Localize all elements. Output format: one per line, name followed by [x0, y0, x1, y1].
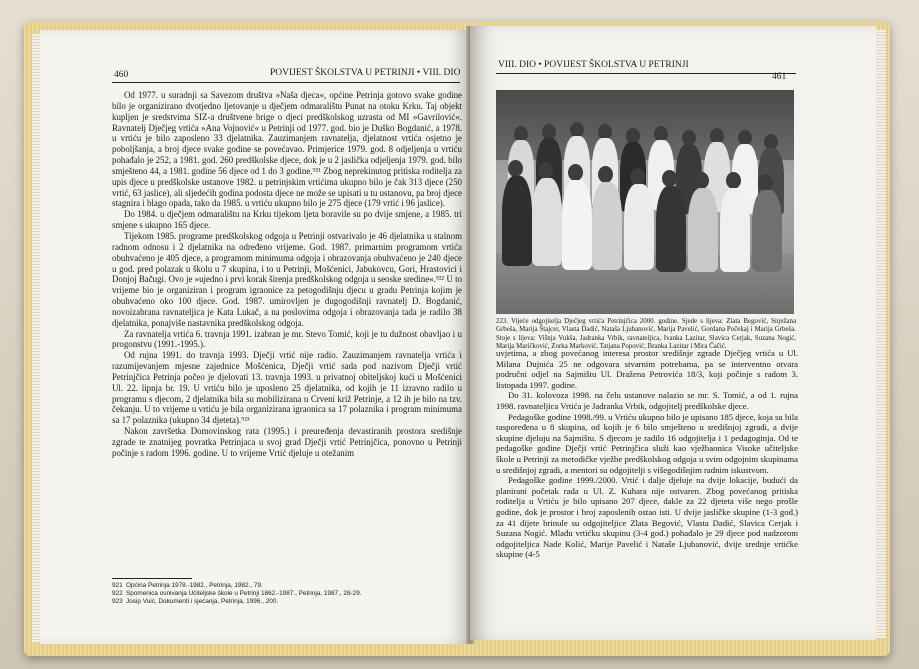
left-header-rule — [112, 82, 460, 83]
paragraph: Za ravnatelja vrtića 6. travnja 1991. izabran je mr. Stevo Tomić, koji je tu dužnost obavljao i u progonstvu (1991.-1995.). — [112, 328, 462, 350]
photo-caption: 223. Vijeće odgojitelja Dječjeg vrtića Petrinjčica 2000. godine. Sjede s lijeva: Zlata Begović, Snježana Grbeša, Marija Štajcer, Vlasta Dadić, Nataša Ljubanović, Marija Pavelić, Gordana Počekaj i Marija Grbeša. Stoje s lijeva: Višnja Vukša, Jadranka Vrbik, ravnateljica, Ivanka Lazitar, Slavica Cerjak, Suzana Nogić, Marija Maričković, Zorka Marković, Tatjana Popović, Branka Lazitar i Mira Čačić. — [496, 318, 796, 350]
footnote: 923 Josip Vuić, Dokumenti i sjećanja, Petrinja, 1996., 200. — [112, 598, 279, 606]
footnote: 921 Općina Petrinja 1978.-1982., Petrinja, 1982., 79. — [112, 582, 263, 589]
footnote: 922 Spomenica osnivanja Učiteljske škole u Petrinji 1862.-1987., Petrinja, 1987., 28-29. — [112, 590, 362, 598]
right-page — [470, 26, 876, 640]
left-body-text — [112, 90, 462, 459]
paragraph: Do 1984. u dječjem odmaralištu na Krku tijekom ljeta boravile su po dvije smjene, a 1985. tri smjene s ukupno 165 djece. — [112, 209, 462, 231]
paragraph: Do 31. kolovoza 1998. na čelu ustanove nalazio se mr. S. Tomić, a od 1. rujna 1998. ravnateljica Vrtića je Jadranka Vrbik, odgojitelj predškolske djece. — [496, 390, 798, 411]
paragraph: Tijekom 1985. programe predškolskog odgoja u Petrinji ostvarivalo je 46 djelatnika u stalnom radnom odnosu i 2 djelatnika na određeno vrijeme. God. 1987. primarnim programom vrtića obuhvaćeno je 405 djece, a programom minimuma odgoja i obrazovanja obuhvaćeno je 240 djece u god. pred polazak u školu u 7 skupina, i to u Petrinji, Mošćenici, Jabukovcu, Gori, Hrastovici i Donjoj Bačugi. Ovo je »ujedno i prvi korak širenja predškolskog odgoja u seoske sredine«.⁹²² U to vrijeme bio je organiziran i program igraonice za petogodišnju djecu u gradu Petrinja kojim je obuhvaćeno oko 100 djece. God. 1987. umirovljen je dugogodišnji ravnatelj D. Bogdanić, novoizabrana ravnateljica je Kata Lukač, a na poslovima odgoja i obrazovanja tada je radilo 38 djelatnika, ponajviše nastavnika predškolskog odgoja. — [112, 230, 462, 328]
right-body-text — [496, 348, 798, 560]
paragraph: Pedagoške godine 1998./99. u Vrtiću ukupno bilo je upisano 185 djece, koja su bila raspoređena u 8 skupina, od kojih je 6 bilo smješteno u središnjoj zgradi, a dvije skupine djeluju na Sajmištu. S djecom je radilo 16 odgojitelja i 1 pedagoginja. Od te pedagoške godine Dječji vrtić Petrinjčica služi kao vježbaonica Visoke učiteljske škole u Petrinji za metodičke vježbe predškolskog odgoja u svim odgojnim skupinama u središnjoj zgradi, a mentori su odgojitelji s višegodišnjim radnim iskustvom. — [496, 411, 798, 475]
paragraph: Od 1977. u suradnji sa Savezom društva »Naša djeca«, općine Petrinja gotovo svake godine bilo je organizirano dvotjedno ljetovanje u dječjem odmaralištu Punat na otoku Krku. Taj objekt kupljen je sredstvima SIZ-a društvene brige o djeci predškolskog uzrasta od MI »Gavrilović«. Ravnatelj Dječjeg vrtića »Ana Vojnović« u Petrinji od 1977. god. bio je Duško Bogdanić, a 1978. u vrtiću je bilo zaposleno 33 djelatnika. Zauzimanjem ravnatelja, djelatnost vrtića osjetno je poboljšanja, a broj djece svake godine se povećavao. Primjerice 1979. god. 8 odjeljenja u vrtiću pohađalo je 252, a 1981. god. 260 predškolske djece, dok je u 2 jaslička odjeljenja 1979. god. bilo smješteno 44, a 1981. godine 56 djece od 1 do 3 godine.⁹²¹ Zbog neprekinutog pritiska roditelja za upis djece u predškolske ustanove 1982. u petrinjskim vrtićima ukupno bilo je čak 313 djece (250 vrtić, 63 jaslice), ali sljedećih godina podosta djece ne može se upisati u tu ustanovu, pa broj djece stagnira i blago opada, tako da 1985. u vrtiću ukupno bilo je 275 djece (179 vrtić i 96 jaslice). — [112, 90, 462, 209]
left-running-head: POVIJEST ŠKOLSTVA U PETRINJI • VIII. DIO — [270, 68, 461, 78]
footnote-rule — [112, 578, 192, 579]
paragraph: Pedagoške godine 1999./2000. Vrtić i dalje djeluje na dvije lokacije, budući da planirani početak rada u Ul. Z. Kuhara nije ostvaren. Zbog povećanog pritiska roditelja u Vrtiću je bilo upisano 207 djece, dakle za 22 djeteta više nego prošle godine, dok je prostor i broj zaposlenih ostao isti. U dvije jasličke skupine (1-3 god.) za 41 dijete brinule su odgojiteljice Zlata Begović, Vlasta Dadić, Slavica Cerjak i Suzana Nogić. Mlađu vrtićku skupinu (3-4 god.) pohađalo je 29 djece pod nadzorom odgojiteljica Nade Kolić, Marije Pavelić i Nataše Ljubanović, dvije srednje vrtićke skupine (4-5 — [496, 475, 798, 560]
left-page-number: 460 — [114, 70, 129, 80]
left-page — [40, 30, 472, 644]
footnotes — [112, 582, 462, 607]
right-running-head: VIII. DIO • POVIJEST ŠKOLSTVA U PETRINJI — [498, 60, 689, 70]
paragraph: uvjetima, a zbog povećanog interesa prostor središnje zgrade Dječjeg vrtića u Ul. Milana Dujnića 25 ne odgovara stvarnim potrebama, pa se interventno otvara područni odjel na Sajmištu Ul. Dražena Petrovića 18/3, koji počinje s radom 3. listopada 1997. godine. — [496, 348, 798, 390]
paragraph: Od rujna 1991. do travnja 1993. Dječji vrtić nije radio. Zauzimanjem ravnatelja vrtića i razumijevanjem mjesne zajednice Mošćenica, Dječji vrtić sada pod nazivom Dječji vrtić Petrinjčica Petrinja počeo je djelovati 13. travnja 1993. u privatnoj obiteljskoj kući u Mošćenici Ul. 22. lipnja br. 19. U vrtiću bilo je uposleno 25 djelatnika, od kojih je 11 izravno radilo u programu s djecom, 2 djelatnika bila su mobilizirana u Crveni križ Petrinje, a 12 ih je bilo na tzv. čekanju. U to vrijeme u vrtiću je bila organizirana igraonica sa 17 polaznika i program minimuma sa 17 polaznika (ukupno 34 djeteta).⁹²³ — [112, 350, 462, 426]
group-photo — [496, 90, 794, 314]
right-header-rule — [496, 73, 796, 74]
paragraph: Nakon završetka Domovinskog rata (1995.) i preuređenja devastiranih prostora središnje zgrade te znatnijeg povratka Petrinjaca u svoj grad Dječji vrtić Petrinjčica, ponovno u Petrinji počinje s radom 1996. godine. U to vrijeme Vrtić djeluje u otežanim — [112, 426, 462, 458]
right-page-number: 461 — [772, 72, 787, 82]
